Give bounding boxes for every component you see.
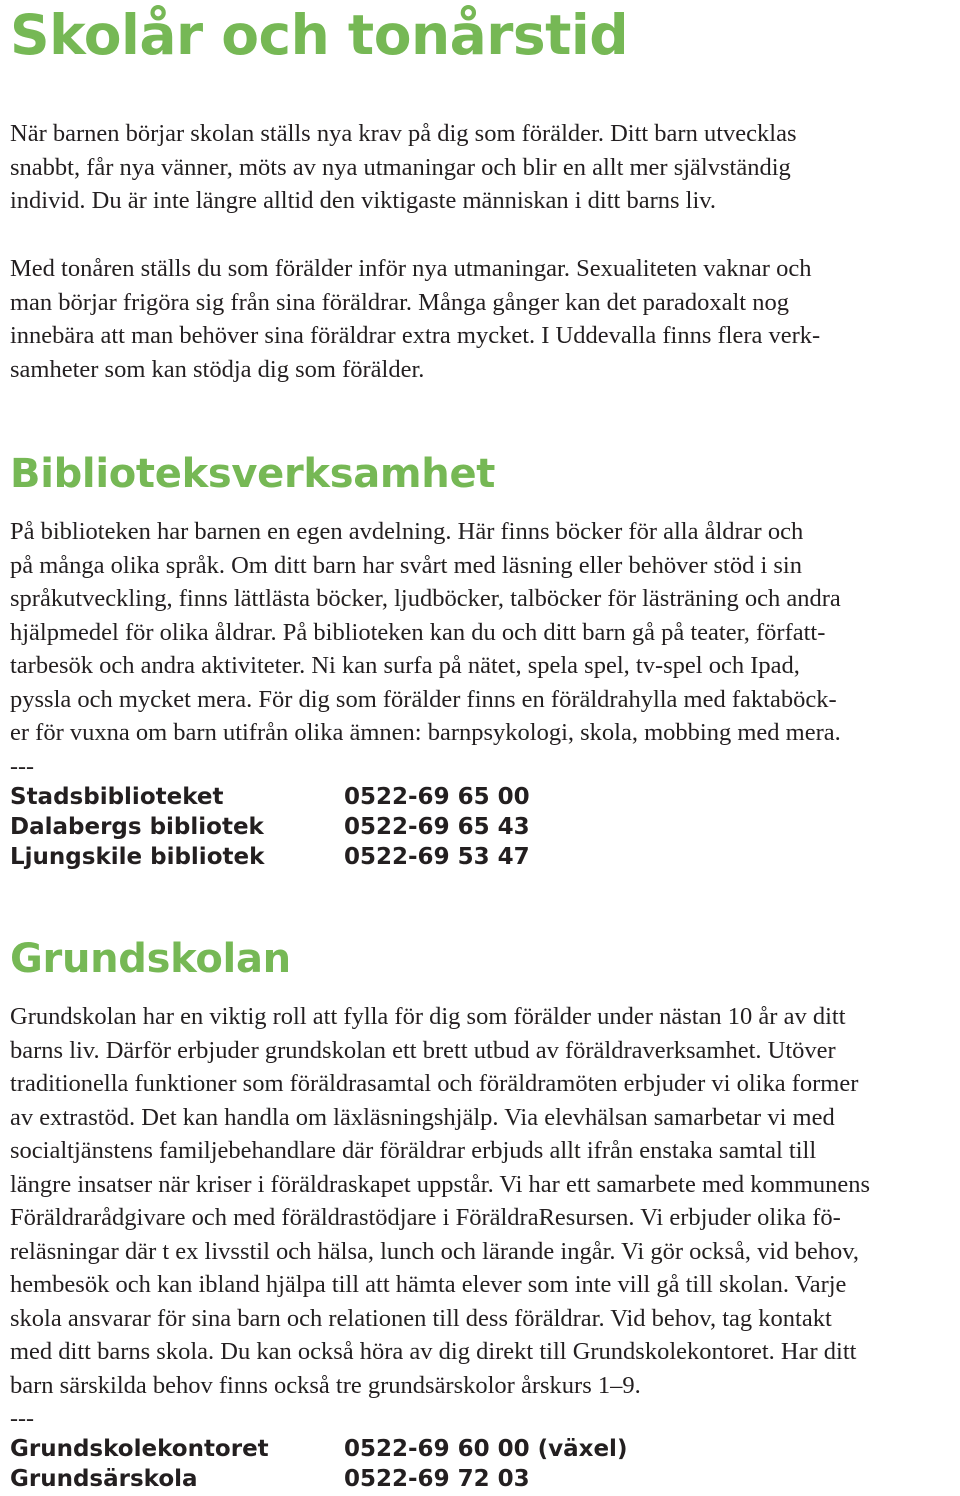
contact-row (10, 812, 810, 842)
contact-name: Grundsärskola (10, 1466, 198, 1492)
school-contacts (10, 1434, 810, 1494)
library-heading: Biblioteksverksamhet (10, 451, 496, 497)
contact-name: Grundskolekontoret (10, 1436, 269, 1462)
library-paragraph: På biblioteken har barnen en egen avdelning. Här finns böcker för alla åldrar och på många olika språk. Om ditt barn har svårt med läsning eller behöver stöd i sin språkutveckling, finns lättlästa böcker, ljudböcker, talböcker för lästräning och andra hjälpmedel för olika åldrar. På biblioteken kan du och ditt barn gå på teater, författ- tarbesök och andra aktiviteter. Ni kan surfa på nätet, spela spel, tv-spel och Ipad, pyssla och mycket mera. För dig som förälder finns en föräldrahylla med faktaböck- er för vuxna om barn utifrån olika ämnen: barnpsykologi, skola, mobbing med mera. (10, 518, 841, 746)
intro-paragraph-1: När barnen börjar skolan ställs nya krav på dig som förälder. Ditt barn utvecklas snabbt, får nya vänner, möts av nya utmaningar och blir en allt mer självständig individ. Du är inte längre alltid den viktigaste människan i ditt barns liv. (10, 120, 797, 214)
contact-row (10, 782, 810, 812)
contact-phone: 0522-69 53 47 (344, 844, 530, 870)
library-contacts (10, 782, 810, 872)
contact-row (10, 842, 810, 872)
intro-paragraph-2: Med tonåren ställs du som förälder inför nya utmaningar. Sexualiteten vaknar och man börjar frigöra sig från sina föräldrar. Många gånger kan det paradoxalt nog innebära att man behöver sina föräldrar extra mycket. I Uddevalla finns flera verk- samheter som kan stödja dig som förälder. (10, 255, 821, 383)
page-title: Skolår och tonårstid (10, 3, 629, 67)
school-paragraph: Grundskolan har en viktig roll att fylla för dig som förälder under nästan 10 år av ditt barns liv. Därför erbjuder grundskolan ett brett utbud av föräldraverksamhet. Utöver traditionella funktioner som föräldrasamtal och föräldramöten erbjuder vi olika former av extrastöd. Det kan handla om läxläsningshjälp. Via elevhälsan samarbetar vi med socialtjänstens familjebehandlare där föräldrar erbjuds allt ifrån enstaka samtal till längre insatser när kriser i föräldraskapet uppstår. Vi har ett samarbete med kommunens Föräldrarådgivare och med föräldrastödjare i FöräldraResursen. Vi erbjuder olika fö- reläsningar där t ex livsstil och hälsa, lunch och lärande ingår. Vi gör också, vid behov, hembesök och kan ibland hjälpa till att hämta elever som inte vill gå till skolan. Varje skola ansvarar för sina barn och relationen till dess föräldrar. Vid behov, tag kontakt med ditt barns skola. Du kan också höra av dig direkt till Grundskolekontoret. Har ditt barn särskilda behov finns också tre grundsärskolor årskurs 1–9. (10, 1003, 871, 1399)
contact-phone: 0522-69 65 00 (344, 784, 530, 810)
contact-name: Dalabergs bibliotek (10, 814, 264, 840)
school-heading: Grundskolan (10, 936, 291, 982)
contact-phone: 0522-69 72 03 (344, 1466, 530, 1492)
contact-phone: 0522-69 65 43 (344, 814, 530, 840)
contact-row (10, 1434, 810, 1464)
school-separator: --- (10, 1406, 34, 1432)
library-separator: --- (10, 754, 34, 780)
contact-phone: 0522-69 60 00 (växel) (344, 1436, 628, 1462)
contact-row (10, 1464, 810, 1494)
contact-name: Stadsbiblioteket (10, 784, 224, 810)
contact-name: Ljungskile bibliotek (10, 844, 265, 870)
